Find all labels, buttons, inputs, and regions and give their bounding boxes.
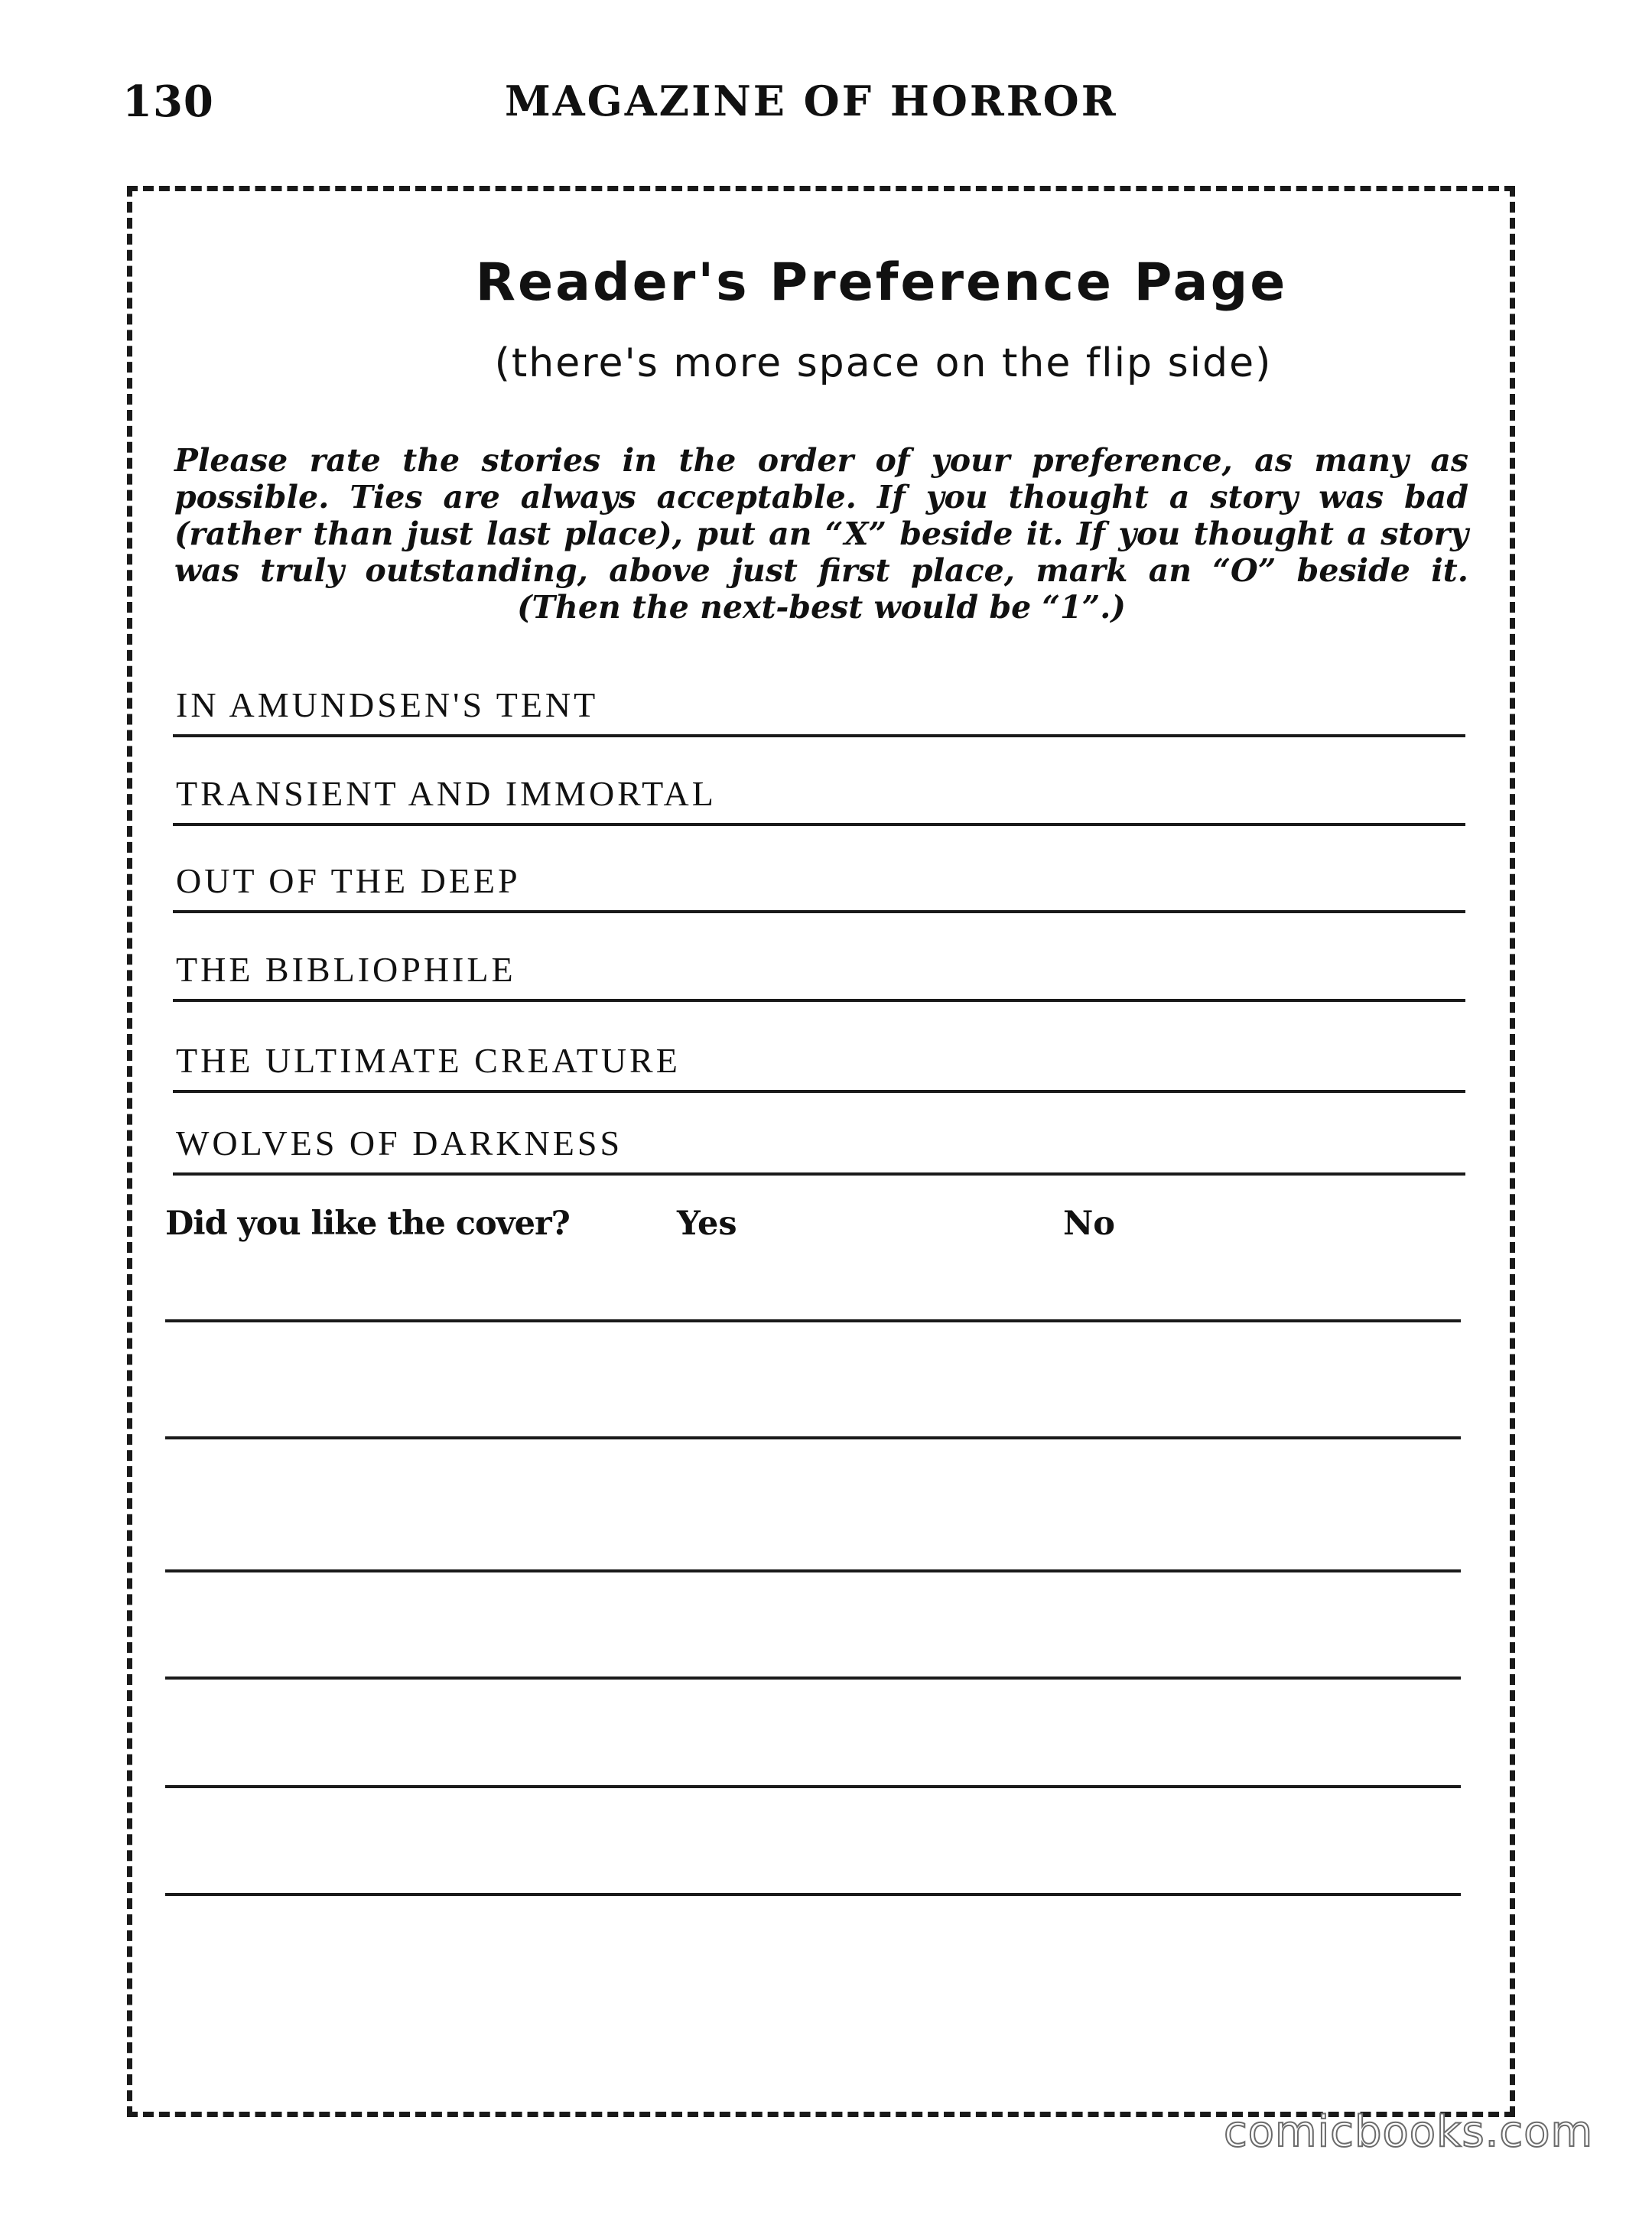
story-title: THE BIBLIOPHILE <box>176 950 516 989</box>
story-title: WOLVES OF DARKNESS <box>176 1124 623 1163</box>
cover-question: Did you like the cover? <box>165 1205 570 1243</box>
story-rating-row[interactable] <box>173 938 1465 1002</box>
comment-line[interactable] <box>165 1785 1461 1788</box>
cover-yes-option[interactable]: Yes <box>677 1205 737 1243</box>
story-rating-row[interactable] <box>173 673 1465 737</box>
story-title: IN AMUNDSEN'S TENT <box>176 685 599 724</box>
watermark-text: comicbooks.com <box>1224 2107 1594 2157</box>
story-title: OUT OF THE DEEP <box>176 861 521 900</box>
form-subtitle-text: (there's more space on the flip side) <box>494 340 1273 386</box>
comment-line[interactable] <box>165 1893 1461 1896</box>
running-head: MAGAZINE OF HORROR <box>505 76 1118 125</box>
form-title-text: Reader's Preference Page <box>475 252 1288 313</box>
instructions-paragraph: Please rate the stories in the order of your preference, as many as possible. Ties are always acceptable. If you thought a story was bad (rather than just last place), put an “X” beside it. If you thought a story was truly outstanding, above just first place, mark an “O” beside it. (Then the next-best would be “1”.) <box>174 442 1468 626</box>
page-number: 130 <box>122 76 214 127</box>
story-rating-row[interactable] <box>173 849 1465 913</box>
form-title <box>0 252 1652 313</box>
comment-line[interactable] <box>165 1319 1461 1322</box>
story-title: THE ULTIMATE CREATURE <box>176 1041 681 1080</box>
comment-line[interactable] <box>165 1677 1461 1680</box>
story-rating-row[interactable] <box>173 1111 1465 1176</box>
story-rating-row[interactable] <box>173 1029 1465 1093</box>
form-subtitle <box>0 340 1652 386</box>
cover-no-option[interactable]: No <box>1063 1205 1115 1243</box>
comment-line[interactable] <box>165 1569 1461 1572</box>
story-title: TRANSIENT AND IMMORTAL <box>176 774 717 813</box>
comment-line[interactable] <box>165 1436 1461 1439</box>
story-rating-row[interactable] <box>173 762 1465 826</box>
